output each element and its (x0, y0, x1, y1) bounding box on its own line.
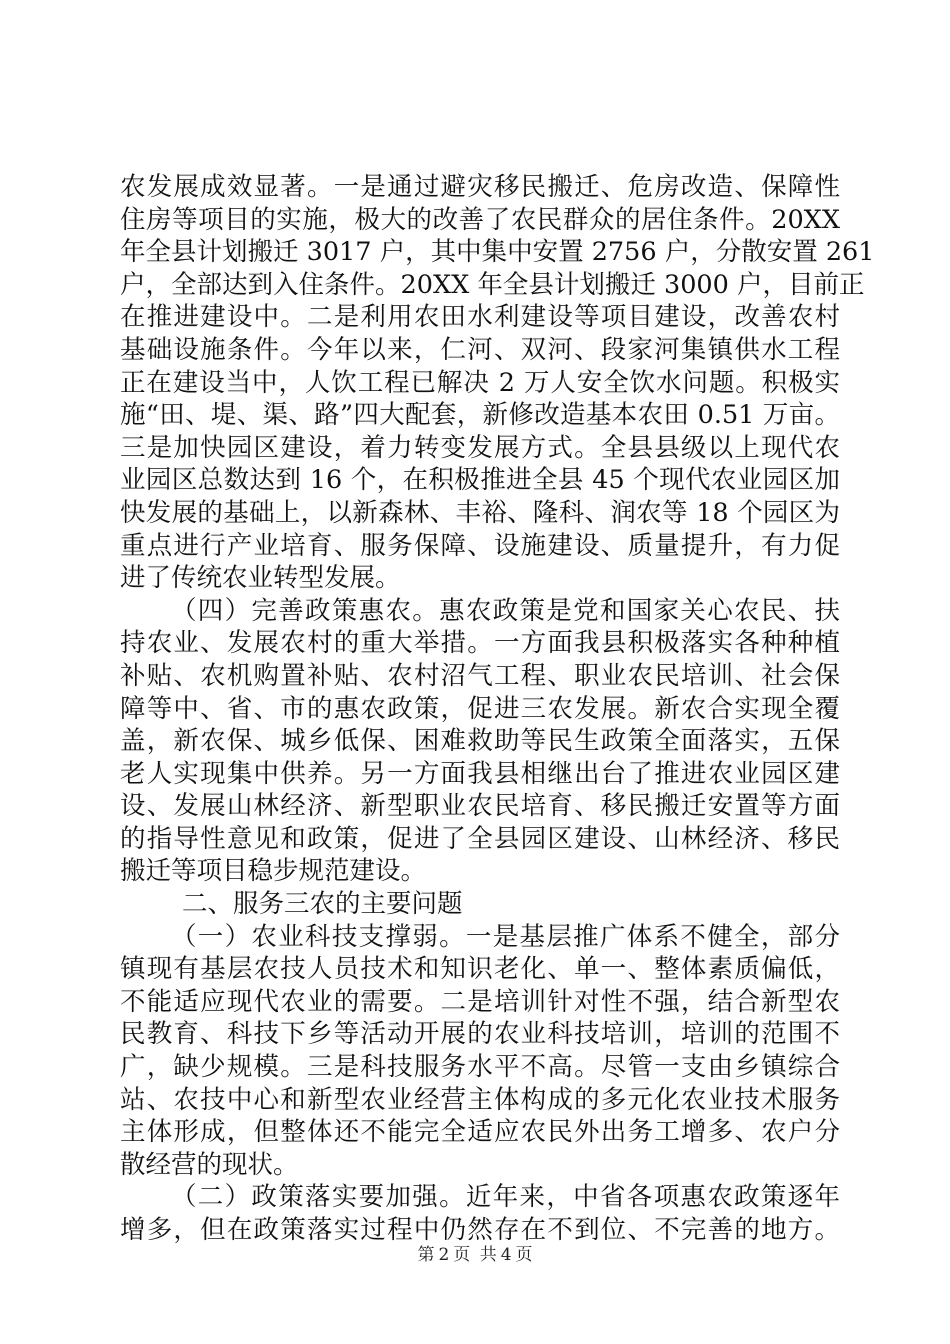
text-line: 施“田、堤、渠、路”四大配套，新修改造基本农田 0.51 万亩。 (120, 400, 840, 431)
text-line: （四）完善政策惠农。惠农政策是党和国家关心农民、扶 (171, 595, 840, 626)
text-line: 持农业、发展农村的重大举措。一方面我县积极落实各种种植 (120, 628, 840, 659)
text-line: 在推进建设中。二是利用农田水利建设等项目建设，改善农村 (120, 302, 840, 333)
text-line: 老人实现集中供养。另一方面我县相继出台了推进农业园区建 (120, 758, 840, 789)
text-line: （二）政策落实要加强。近年来，中省各项惠农政策逐年 (171, 1182, 840, 1213)
document-body (120, 171, 875, 1247)
page-number-prefix: 第 (417, 1245, 435, 1265)
page-number-suffix: 页 (453, 1245, 471, 1265)
text-line: 进了传统农业转型发展。 (120, 563, 401, 594)
text-line: 搬迁等项目稳步规范建设。 (120, 856, 427, 887)
text-line: 盖，新农保、城乡低保、困难救助等民生政策全面落实，五保 (120, 726, 840, 757)
text-line: 的指导性意见和政策，促进了全县园区建设、山林经济、移民 (120, 823, 840, 854)
text-line: 障等中、省、市的惠农政策，促进三农发展。新农合实现全覆 (120, 693, 840, 724)
text-line: 主体形成，但整体还不能完全适应农民外出务工增多、农户分 (120, 1117, 840, 1148)
text-line: 广，缺少规模。三是科技服务水平不高。尽管一支由乡镇综合 (120, 1052, 840, 1083)
text-line: 住房等项目的实施，极大的改善了农民群众的居住条件。20XX (120, 204, 840, 235)
page-number: 2 (438, 1245, 450, 1265)
text-line: 农发展成效显著。一是通过避灾移民搬迁、危房改造、保障性 (120, 172, 840, 202)
text-line: 业园区总数达到 16 个，在积极推进全县 45 个现代农业园区加 (120, 465, 840, 496)
text-line: （一）农业科技支撑弱。一是基层推广体系不健全，部分 (171, 921, 840, 952)
text-line: 设、发展山林经济、新型职业农民培育、移民搬迁安置等方面 (120, 791, 840, 822)
text-line: 增多，但在政策落实过程中仍然存在不到位、不完善的地方。 (120, 1215, 840, 1245)
text-line: 年全县计划搬迁 3017 户，其中集中安置 2756 户，分散安置 261 (120, 237, 875, 268)
text-line: 散经营的现状。 (120, 1149, 299, 1180)
text-line: 镇现有基层农技人员技术和知识老化、单一、整体素质偏低， (120, 954, 840, 985)
section-heading-line: 二、服务三农的主要问题 (182, 889, 463, 920)
text-line: 户，全部达到入住条件。20XX 年全县计划搬迁 3000 户，目前正 (120, 269, 865, 300)
total-pages-suffix: 页 (515, 1245, 533, 1265)
text-line: 站、农技中心和新型农业经营主体构成的多元化农业技术服务 (120, 1084, 840, 1115)
text-line: 重点进行产业培育、服务保障、设施建设、质量提升，有力促 (120, 530, 840, 561)
total-pages-prefix: 共 (479, 1245, 497, 1265)
text-line: 正在建设当中，人饮工程已解决 2 万人安全饮水问题。积极实 (120, 367, 840, 398)
text-line: 快发展的基础上，以新森林、丰裕、隆科、润农等 18 个园区为 (120, 497, 840, 528)
text-line: 三是加快园区建设，着力转变发展方式。全县县级以上现代农 (120, 432, 840, 463)
text-line: 基础设施条件。今年以来，仁河、双河、段家河集镇供水工程 (120, 334, 840, 365)
text-line: 补贴、农机购置补贴、农村沼气工程、职业农民培训、社会保 (120, 660, 840, 691)
total-pages: 4 (500, 1245, 512, 1265)
text-line: 不能适应现代农业的需要。二是培训针对性不强，结合新型农 (120, 986, 840, 1017)
text-line: 民教育、科技下乡等活动开展的农业科技培训，培训的范围不 (120, 1019, 840, 1050)
page-footer (0, 1244, 950, 1266)
